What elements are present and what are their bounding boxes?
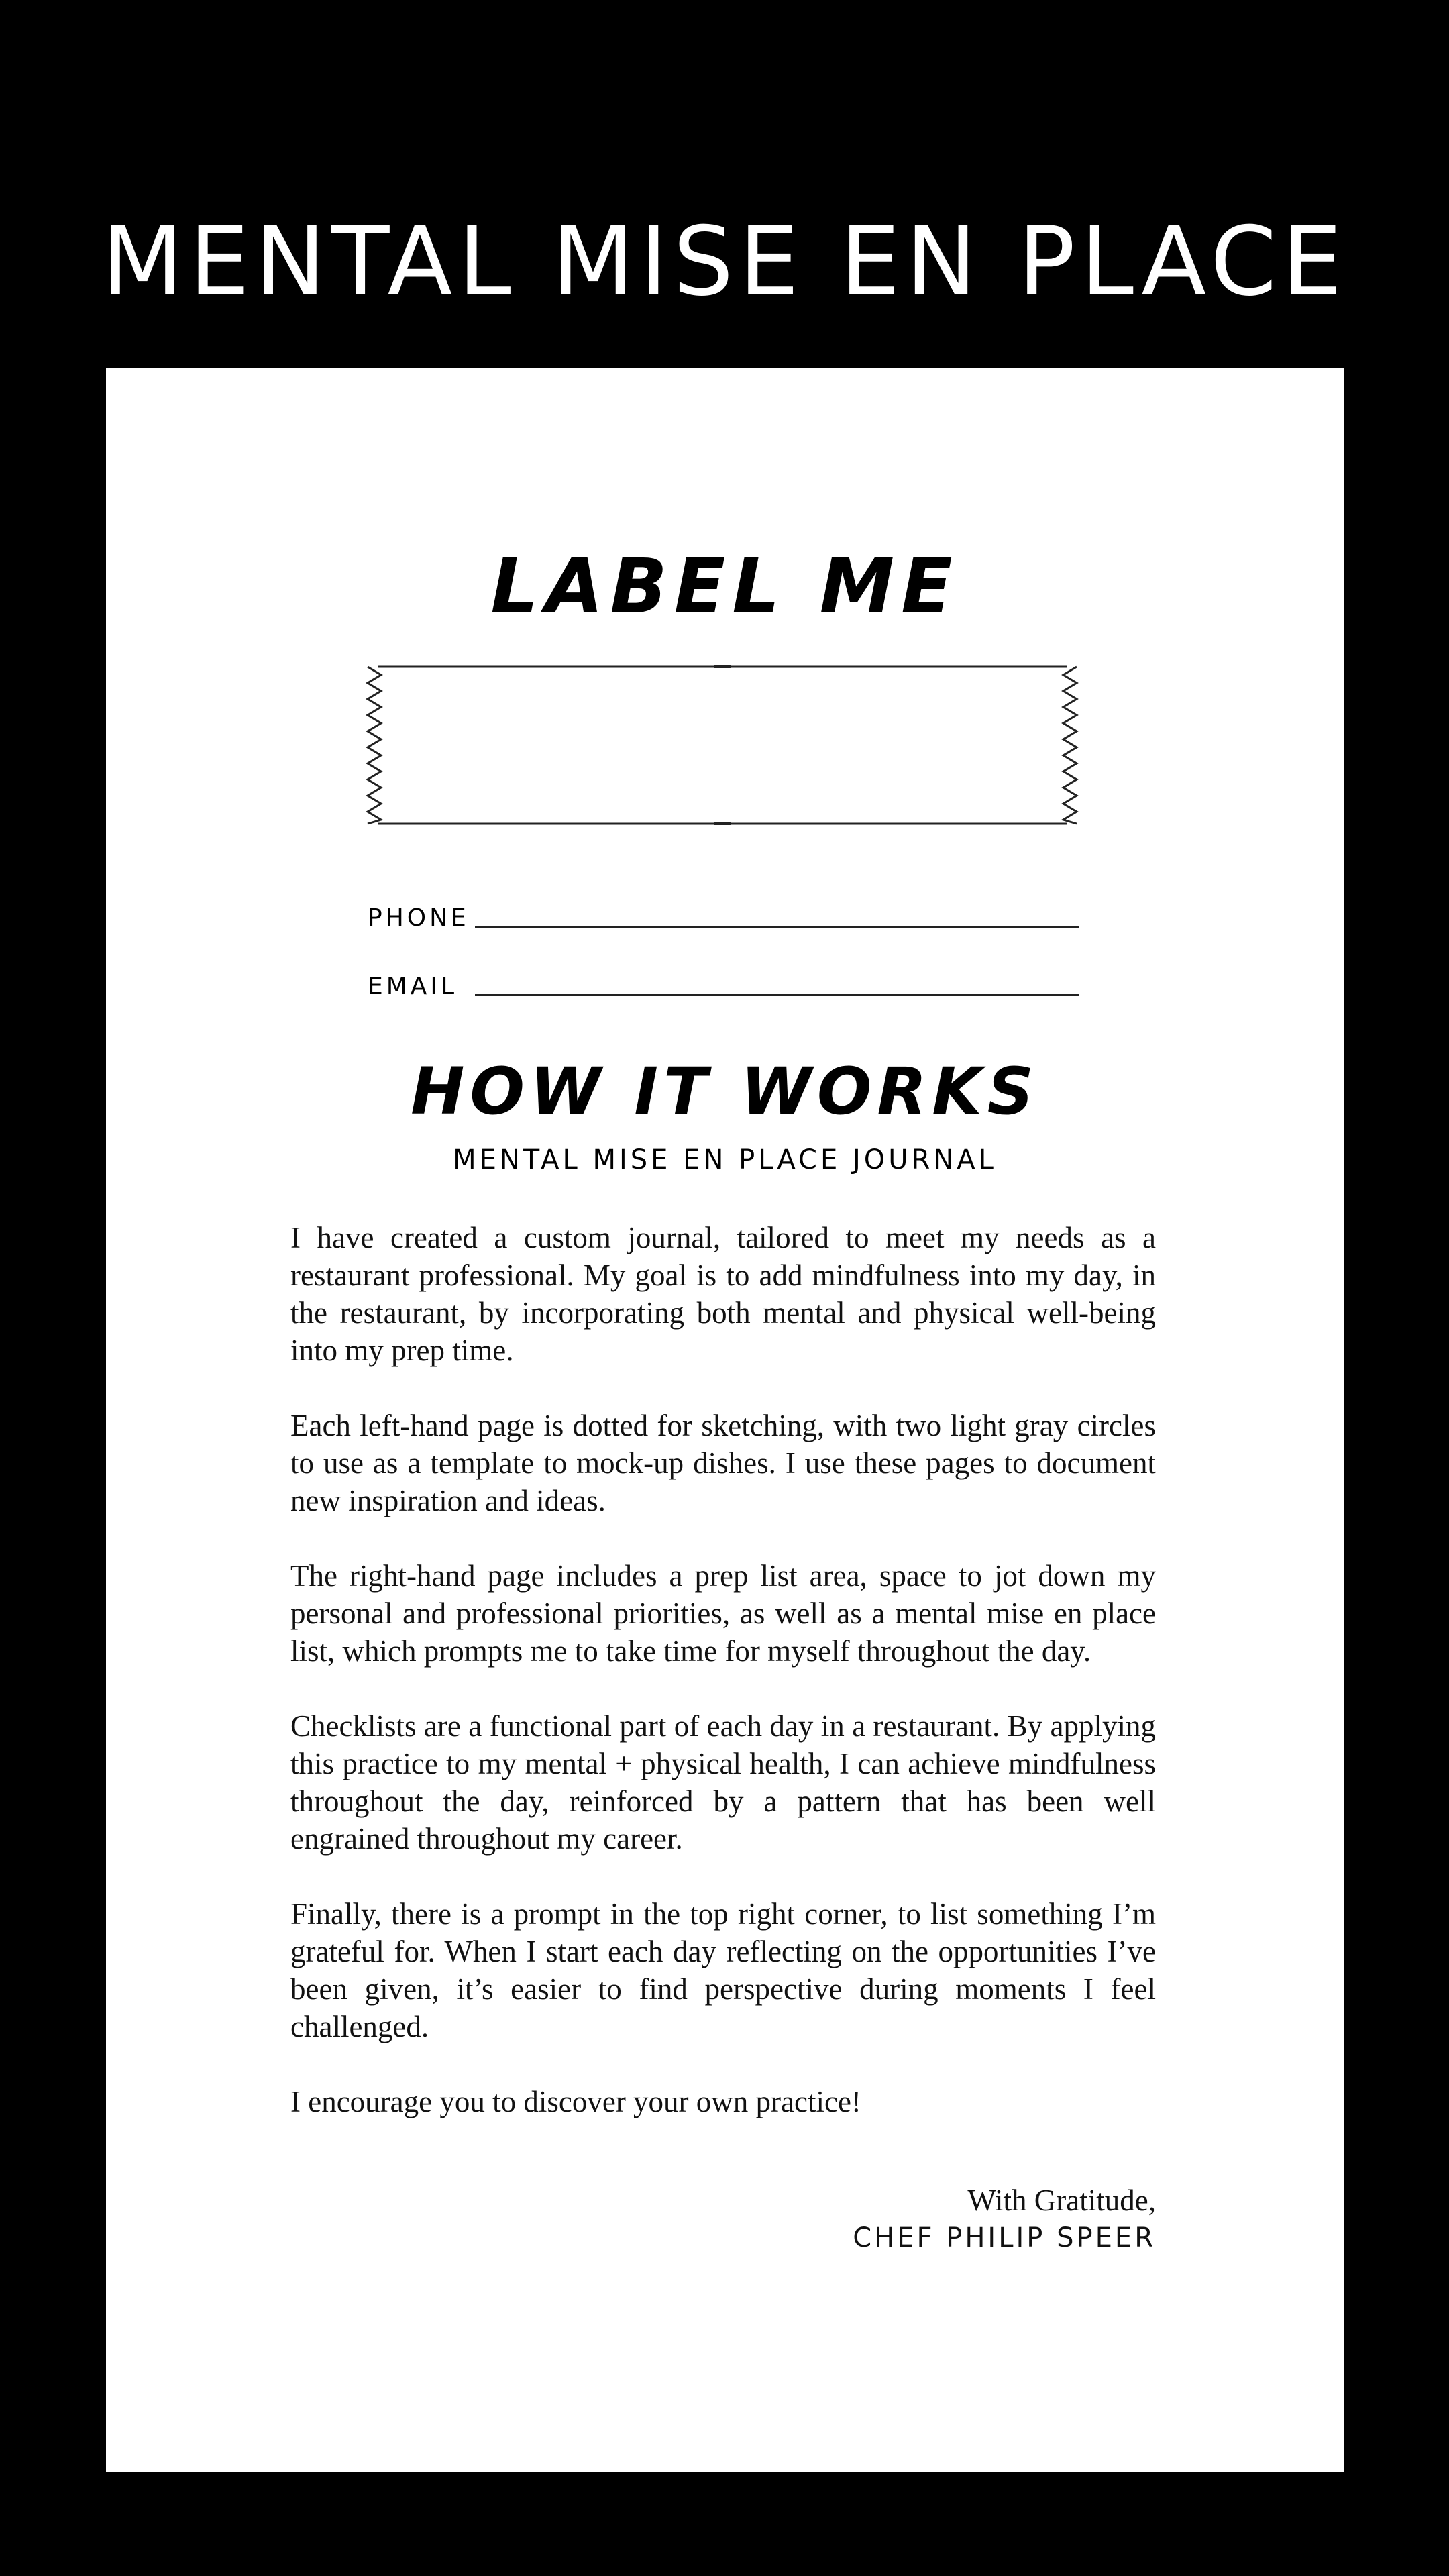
paragraph: The right-hand page includes a prep list area, space to jot down my personal and professional priorities, as well as a mental mise en place list, which prompts me to take time for myself throughout the day. (290, 1559, 1156, 1668)
instructions-body (290, 1219, 1156, 2158)
phone-field[interactable] (368, 897, 1079, 930)
email-line (475, 994, 1079, 996)
phone-line (475, 926, 1079, 928)
journal-subtitle: MENTAL MISE EN PLACE JOURNAL (453, 1144, 997, 1175)
email-field[interactable] (368, 965, 1079, 999)
phone-label: PHONE (368, 904, 470, 932)
email-label: EMAIL (368, 973, 458, 1000)
how-it-works-heading: HOW IT WORKS (411, 1054, 1039, 1129)
paragraph: I have created a custom journal, tailored to meet my needs as a restaurant professional. My goal is to add mindfulness into my day, in the restaurant, by incorporating both mental and physical well-being into my prep time. (290, 1221, 1156, 1367)
label-me-heading: LABEL ME (490, 543, 959, 631)
paragraph: Each left-hand page is dotted for sketching, with two light gray circles to use as a template to mock-up dishes. I use these pages to document new inspiration and ideas. (290, 1409, 1156, 1517)
banner-title: MENTAL MISE EN PLACE (101, 207, 1348, 317)
author-name: CHEF PHILIP SPEER (853, 2222, 1156, 2253)
label-tape-box (366, 665, 1079, 826)
paragraph: I encourage you to discover your own practice! (290, 2085, 861, 2118)
paragraph: Checklists are a functional part of each day in a restaurant. By applying this practice to my mental + physical health, I can achieve mindfulness throughout the day, reinforced by a pattern that has been well engrained throughout my career. (290, 1709, 1156, 1856)
signoff: With Gratitude, (967, 2184, 1156, 2217)
paragraph: Finally, there is a prompt in the top right corner, to list something I’m grateful for. When I start each day reflecting on the opportunities I’ve been given, it’s easier to find perspective during moments I feel challenged. (290, 1897, 1156, 2043)
signature-block (290, 2182, 1156, 2257)
journal-page (106, 368, 1344, 2472)
